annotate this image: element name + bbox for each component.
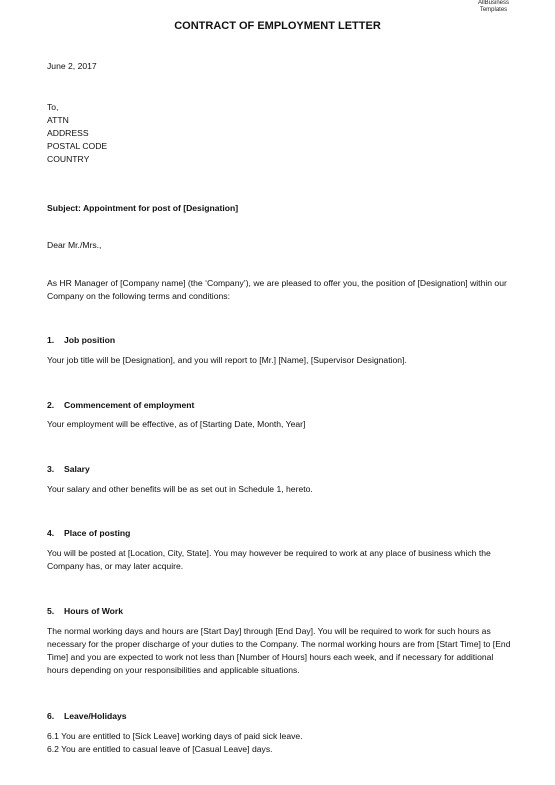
watermark-line-1: AllBusiness <box>477 0 509 6</box>
section-heading <box>47 605 512 618</box>
section-title: Place of posting <box>64 528 131 538</box>
section-number: 4. <box>47 528 55 538</box>
section-heading <box>47 710 512 723</box>
salutation: Dear Mr./Mrs., <box>47 240 102 250</box>
recipient-address <box>47 101 512 166</box>
address-line: COUNTRY <box>47 154 90 164</box>
address-line: ATTN <box>47 115 69 125</box>
address-line: To, <box>47 102 59 112</box>
section-number: 3. <box>47 464 55 474</box>
section-title: Hours of Work <box>64 606 124 616</box>
list-item: 6.1 You are entitled to [Sick Leave] working days of paid sick leave. <box>47 731 303 741</box>
section-body: Your employment will be effective, as of [Starting Date, Month, Year] <box>47 419 306 429</box>
section-heading <box>47 334 512 347</box>
document-title: CONTRACT OF EMPLOYMENT LETTER <box>174 20 381 32</box>
watermark-line-2: Templates <box>479 7 508 13</box>
intro-paragraph: As HR Manager of [Company name] (the ‘Company’), we are pleased to offer you, the position of [Designation] within our Company on the following terms and conditions: <box>47 278 507 301</box>
section-heading <box>47 399 512 412</box>
section-heading <box>47 527 512 540</box>
section-number: 6. <box>47 711 55 721</box>
watermark-logo <box>478 0 509 14</box>
address-line: POSTAL CODE <box>47 141 108 151</box>
letter-date: June 2, 2017 <box>47 61 97 71</box>
section-body: Your salary and other benefits will be as set out in Schedule 1, hereto. <box>47 484 313 494</box>
address-line: ADDRESS <box>47 128 89 138</box>
section-body: You will be posted at [Location, City, State]. You may however be required to work at any place of business which the Company has, or may later acquire. <box>47 548 491 571</box>
list-item: 6.2 You are entitled to casual leave of [Casual Leave] days. <box>47 744 273 754</box>
section-title: Commencement of employment <box>64 400 195 410</box>
section-heading <box>47 463 512 476</box>
section-number: 1. <box>47 335 55 345</box>
section-number: 2. <box>47 400 55 410</box>
section-number: 5. <box>47 606 55 616</box>
section-title: Salary <box>64 464 90 474</box>
section-title: Job position <box>64 335 116 345</box>
leave-list <box>47 730 512 756</box>
section-title: Leave/Holidays <box>64 711 127 721</box>
section-body: Your job title will be [Designation], and you will report to [Mr.] [Name], [Supervisor Designation]. <box>47 355 407 365</box>
section-body: The normal working days and hours are [Start Day] through [End Day]. You will be required to work for such hours as necessary for the proper discharge of your duties to the Company. The normal working hours are from [Start Time] to [End Time] and you are expected to work not less than [Number of Hours] hours each week, and if necessary for additional hours depending on your responsibilities and applicable situations. <box>47 626 511 675</box>
subject-line: Subject: Appointment for post of [Designation] <box>47 203 239 213</box>
